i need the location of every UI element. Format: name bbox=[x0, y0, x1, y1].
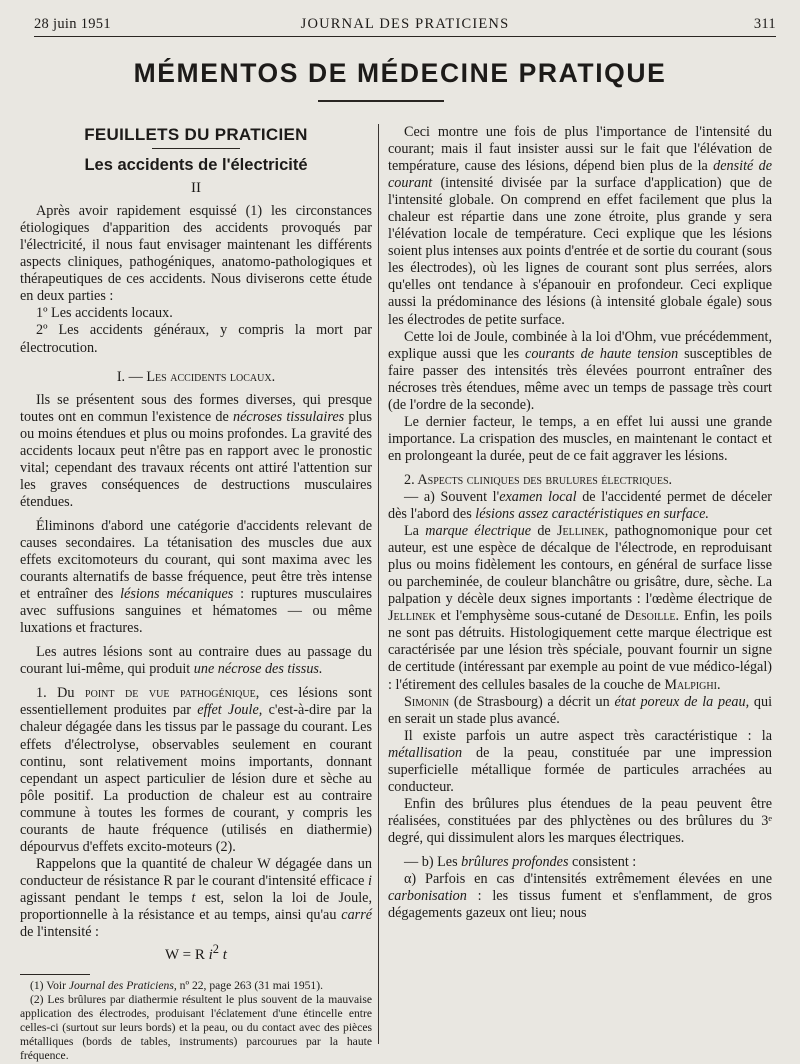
banner-title: MÉMENTOS DE MÉDECINE PRATIQUE bbox=[133, 58, 667, 88]
emphasis: une nécrose des tissus. bbox=[193, 661, 323, 678]
emphasis: examen local bbox=[499, 488, 577, 505]
text-run: α) Parfois en cas d'intensités extrêmement élevées en une bbox=[404, 871, 772, 888]
list-item-2: 2º Les accidents généraux, y compris la mort par électrocution. bbox=[20, 322, 372, 356]
variable: i bbox=[368, 872, 372, 889]
footnotes bbox=[20, 979, 372, 1063]
formula-var: i bbox=[208, 947, 213, 964]
list-item-1: 1º Les accidents locaux. bbox=[36, 305, 173, 322]
text-run: : ruptures musculaires avec suffusions sanguines et hématomes — ou même luxations et fractures. bbox=[20, 586, 373, 637]
formula-exponent: 2 bbox=[212, 942, 220, 957]
emphasis: lésions assez caractéristiques en surface. bbox=[475, 506, 709, 523]
text-run: 1. Du bbox=[36, 685, 75, 702]
paragraph-joule bbox=[20, 856, 372, 941]
text-run: — a) Souvent l' bbox=[404, 488, 500, 505]
text-run: (intensité divisée par la surface d'application) que de l'intensité globale. On comprend en effet facilement que plus la chaleur est répartie dans une zone étroite, plus grande y sera l'élévation locale de température. Ceci explique que les lésions soient plus intenses aux points d'entrée et de sortie du courant (sous les électrodes), où les lignes de courant sont plus serrées, alors qu'elles ont tendance à s'épanouir en profondeur. Ceci explique aussi la prédominance des lésions (à intensité globale égale) sous les électrodes de petite surface. bbox=[388, 175, 773, 328]
paragraph-density bbox=[388, 124, 772, 329]
text-run: de la peau, constituée par une impression superficielle métallique formée de particules arrachées au conducteur. bbox=[388, 744, 772, 795]
text-run: nº 22, page 263 (31 mai 1951). bbox=[179, 979, 323, 993]
emphasis: carbonisation bbox=[388, 888, 467, 905]
text-run: (de Strasbourg) a décrit un bbox=[453, 693, 610, 710]
running-header bbox=[34, 14, 776, 37]
footnote-1 bbox=[20, 979, 372, 993]
text-run: pathognomonique pour cet auteur, est une espèce de décalque de l'électrode, en reproduisant plus ou moins fidèlement les contours, en général de surface lisse ou parcheminée, de couleur blanchâtre ou grisâtre, dure, sèche. La palpation y décèle deux signes importants : l'œdème électrique de bbox=[388, 523, 773, 608]
author-name: Jellinek, bbox=[556, 523, 609, 540]
text-run: et l'emphysème sous-cutané de bbox=[440, 608, 620, 625]
text-run: plus ou moins étendues et plus ou moins profondes. La gravité des accidents locaux peut n'être pas en rapport avec le pronostic vital; cependant des travaux récents ont attiré l'attention sur les graves conséquences de destructions musculaires étendues. bbox=[20, 408, 373, 510]
text-run: — b) Les bbox=[404, 853, 458, 870]
text-run: Enfin, les poils ne sont pas détruits. Histologiquement cette marque électrique est caractérisée par une lésion très spéciale, pouvant fournir un signe de certitude (intéressant par exemple au point de vue médico-légal) : l'étirement des cellules basales de la couche de bbox=[388, 608, 772, 693]
paragraph-deep-burns bbox=[388, 854, 772, 871]
text-run: Éliminons d'abord une catégorie d'accidents relevant de causes secondaires. La tétanisation des muscles due aux effets excitomoteurs du courant, qui sont maxima avec les courants alternatifs de basse fréquence, peut être très intense et entraîner des bbox=[20, 517, 372, 603]
section-title: FEUILLETS DU PRATICIEN bbox=[84, 125, 308, 144]
subsection-label: Les accidents locaux. bbox=[146, 368, 276, 385]
paragraph-local-exam bbox=[388, 489, 772, 523]
footnote-rule bbox=[20, 974, 90, 975]
emphasis: métallisation bbox=[388, 744, 463, 761]
emphasis: effet Joule, bbox=[197, 702, 263, 719]
paragraph-necrosis bbox=[20, 644, 372, 678]
formula-text: W = R bbox=[165, 947, 205, 964]
section-rule bbox=[152, 148, 240, 149]
text-run: c'est-à-dire par la chaleur dégagée dans les tissus par le passage du courant. Les effets d'électrolyse, observables seulement en courant continu, sont relativement moins importants, donnant cependant un aspect particulier de lésion dure et sèche au pôle positif. La production de chaleur est au contraire commune à toutes les formes de courant, y compris les courants de haute fréquence (utilisés en diathermie) dépourvus d'effets excito-moteurs (2). bbox=[20, 702, 372, 855]
author-name: Desoille. bbox=[624, 608, 680, 625]
paragraph-electric-mark bbox=[388, 523, 772, 693]
left-column bbox=[20, 120, 372, 1063]
author-name: Jellinek bbox=[388, 608, 436, 625]
journal-title: JOURNAL DES PRATICIENS bbox=[300, 16, 510, 32]
part-number: II bbox=[191, 180, 201, 197]
small-caps: point de vue pathogénique, bbox=[85, 685, 260, 702]
text-run: Ceci montre une fois de plus l'importance de l'intensité du courant; mais il faut insister aussi sur le fait que l'élévation de température, cause des lésions, dépend bien plus de la bbox=[388, 124, 772, 175]
variable: t bbox=[191, 889, 196, 906]
column-divider bbox=[378, 124, 379, 1044]
text-run: ces lésions sont essentiellement produites par bbox=[20, 685, 373, 719]
banner-rule bbox=[318, 100, 444, 102]
paragraph-metallisation bbox=[388, 728, 772, 796]
paragraph-simonin bbox=[388, 694, 772, 728]
emphasis: état poreux de la peau, bbox=[614, 693, 750, 710]
joule-formula bbox=[20, 941, 372, 964]
emphasis: marque électrique bbox=[425, 523, 532, 540]
author-name: Malpighi. bbox=[664, 676, 721, 693]
emphasis: densité de courant bbox=[388, 158, 773, 192]
clinical-heading: 2. Aspects cliniques des brulures électriques. bbox=[404, 471, 673, 488]
emphasis: carré bbox=[341, 906, 373, 923]
issue-date: 28 juin 1951 bbox=[34, 16, 111, 32]
text-run: Cette loi de Joule, combinée à la loi d'Ohm, vue précédemment, explique aussi que les bbox=[388, 328, 772, 362]
text-run: susceptibles de faire passer des intensités très élevées pourront entraîner des nécroses très étendues, même avec un temps de passage très court (de l'ordre de la seconde). bbox=[388, 345, 772, 413]
article-title: Les accidents de l'électricité bbox=[84, 156, 308, 175]
text-run: de l'intensité : bbox=[20, 924, 99, 941]
text-run: agissant pendant le temps bbox=[20, 889, 183, 906]
paragraph-extended-burns: Enfin des brûlures plus étendues de la peau peuvent être réalisées, constituées par des phlyctènes ou des brûlures du 3ᵉ degré, qui dissimulent alors les marques électriques. bbox=[388, 795, 772, 846]
text-run: (1) Voir bbox=[30, 979, 66, 993]
text-run: de bbox=[537, 523, 551, 540]
text-run: : les tissus fument et s'enflamment, de gros dégagements gazeux ont lieu; nous bbox=[388, 888, 773, 922]
text-run: Les autres lésions sont au contraire dues au passage du courant lui-même, qui produit bbox=[20, 644, 372, 678]
emphasis: Journal des Praticiens, bbox=[68, 979, 177, 993]
text-run: Ils se présentent sous des formes diverses, qui presque toutes ont en commun l'existence de bbox=[20, 391, 372, 425]
paragraph-pathogeny bbox=[20, 685, 372, 855]
subsection-heading bbox=[20, 369, 372, 386]
footnote-2: (2) Les brûlures par diathermie résultent le plus souvent de la mauvaise application des électrodes, produisant l'éclatement d'une étincelle entre celles-ci (surtout sur leurs bords) et la peau, ou du contact avec des pièces métalliques (bords de tables, instruments) parcourues par la haute fréquence. bbox=[20, 993, 372, 1063]
author-name: Simonin bbox=[404, 693, 450, 710]
paragraph-forms bbox=[20, 392, 372, 511]
text-run: Il existe parfois un autre aspect très caractéristique : la bbox=[404, 727, 772, 744]
emphasis: courants de haute tension bbox=[525, 345, 679, 362]
text-run: La bbox=[404, 523, 419, 540]
text-run: qui en serait un stade plus avancé. bbox=[388, 693, 773, 727]
paragraph-time: Le dernier facteur, le temps, a en effet lui aussi une grande importance. La crispation des muscles, en maintenant le contact et en prolongeant la durée, peut de ce fait aggraver les lésions. bbox=[388, 413, 772, 464]
page-number: 311 bbox=[753, 16, 776, 32]
text-run: Rappelons que la quantité de chaleur W dégagée dans un conducteur de résistance R par le courant d'intensité efficace bbox=[20, 855, 372, 889]
intro-paragraph: Après avoir rapidement esquissé (1) les circonstances étiologiques d'apparition des accidents provoqués par l'électricité, il nous faut envisager maintenant les différents aspects cliniques, pathogéniques, anatomo-pathologiques et thérapeutiques de ces accidents. Nous diviserons cette étude en deux parties : bbox=[20, 203, 372, 305]
text-run: de l'accidenté permet de déceler dès l'abord des bbox=[388, 488, 772, 523]
formula-var: t bbox=[222, 947, 227, 964]
emphasis: lésions mécaniques bbox=[120, 586, 234, 603]
text-run: est, selon la loi de Joule, proportionnelle à la résistance et au temps, ainsi qu'au bbox=[20, 889, 373, 923]
right-column bbox=[388, 124, 772, 922]
text-run: consistent : bbox=[572, 853, 637, 870]
paragraph-ohm bbox=[388, 329, 772, 414]
paragraph-carbonisation bbox=[388, 871, 772, 922]
emphasis: brûlures profondes bbox=[461, 853, 569, 870]
subsection-number: I. — bbox=[116, 368, 143, 385]
emphasis: nécroses tissulaires bbox=[233, 408, 345, 425]
paragraph-mechanical bbox=[20, 518, 372, 637]
